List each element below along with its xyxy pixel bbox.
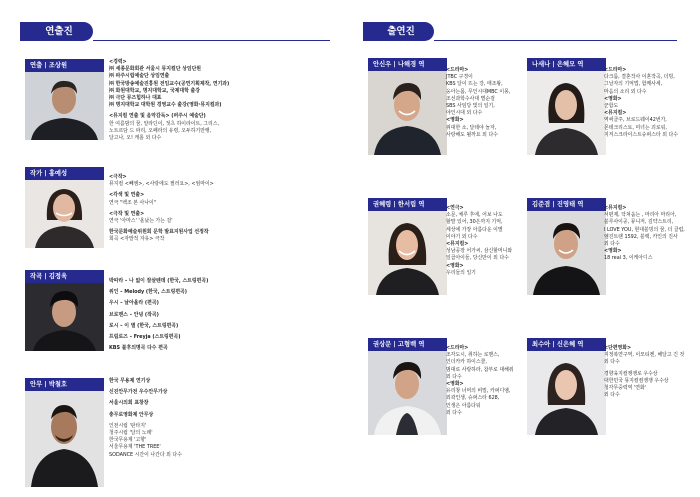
portrait-image [25,72,104,140]
profile-label: 안무 | 박철호 [25,378,104,391]
bio-line: 지저스크라이스트슈퍼스타 외 다수 [604,131,678,138]
bio-cast-6 [604,345,684,399]
bio-line: <뮤지컬> [604,110,627,117]
bio-line: 경향육지컬쟁쟁로 우수상 [604,370,658,377]
bio-line: 서울시의회 표창장 [109,400,149,407]
section-divider-staff [93,40,330,41]
bio-line: 한국무용제 '고향' [109,437,147,444]
bio-cast-1 [446,67,510,139]
bio-line: <드라마> [604,67,627,73]
bio-line: 서편제, 닥쳐옵는 , 마리아 마리아, [604,212,677,219]
bio-line: 지정복연구역, 이모티켄, 해달고 긴 것 [604,352,685,359]
bio-line: 소문, 체루 후에, 어보 나도 [446,212,503,219]
profile-card-cast-1 [368,58,447,155]
section-header-cast [368,22,434,41]
bio-line: 외 다수 [604,241,620,248]
profile-photo [527,351,606,435]
profile-card-composer [25,270,104,351]
bio-line: 한국 무용제 연기상 [109,378,151,384]
bio-line: 브로맨스 – 안녕 (작곡) [109,311,159,318]
profile-label: 작곡 | 김정욱 [25,270,104,283]
profile-card-director [25,59,104,140]
bio-line: 우시 – 날아올라 (편곡) [109,300,159,307]
bio-line: JTBC 구경이 [446,74,473,81]
bio-line: 청주시립 '달의 노래' [109,430,153,437]
bio-cast-2 [604,67,678,139]
portrait-image [25,180,104,248]
bio-line: 군함도 [604,103,619,110]
bio-line: 범대로 사랑하라, 참부로 대해줘 [446,366,514,373]
bio-line: 블루사이공, 뮤니저, 김약스트리, [604,219,674,226]
bio-line: <영화> [604,248,622,255]
bio-line: <뮤지컬 연출 및 음악감독> (퍼주시 예술단) [109,113,206,120]
bio-line: 역써클주, 브로드웨이42번가, [604,117,667,124]
bio-line: 유리창 너머의 비밀, 카퍼디엠, [446,388,511,395]
profile-card-writer [25,167,104,248]
bio-line: ㈜ 한국방송예술진흥원 전임교수(공연기획제작, 연기과) [109,80,230,87]
portrait-image [368,71,447,155]
bio-choreographer [109,378,182,459]
profile-label: 나새나 | 은혜모 역 [527,58,606,71]
bio-line: KBS 달이 뜨는 강, 태조왕, [446,81,503,88]
profile-card-choreographer [25,378,104,487]
portrait-image [25,391,104,487]
bio-line: ㈜ 극단 뮤즈힙하나 대표 [109,95,162,102]
profile-card-cast-2 [527,58,606,155]
portrait-image [368,351,447,435]
bio-line: 성남공장 어가씨, 삼신할머니와 [446,248,513,255]
bio-line: 이야기 외 다수 [446,233,478,240]
bio-line: ㈜ 화원대학교, 명지대학교, 국제대학 출강 [109,87,201,94]
bio-line: <영화> [446,262,464,269]
profile-photo [25,283,104,351]
bio-line: 할말 있어, 30은까지 기억, [446,219,503,226]
bio-line: 18 real 3, 이케아디스 [604,255,653,262]
bio-line: ㈜ 명지대학교 대학원 경영교수 출강(영화·뮤지컬과) [109,102,222,109]
profile-photo [368,71,447,155]
portrait-image [25,283,104,351]
bio-line: 박따라 – 나 없이 잘살텐데 (한국, 스트링편곡) [109,278,209,284]
bio-line: 사랑해도 될까요 외 다수 [446,131,498,138]
bio-line: 달고나, 오! 캐롤 외 다수 [109,135,162,142]
bio-line: SBS 사임당 빛의 일기, [446,103,495,110]
bio-line: 로시 – 이 별 (한국, 스트링편곡) [109,322,179,329]
section-title-staff: 연출진 [45,26,73,37]
section-divider-cast [434,40,677,41]
bio-line: 충무로영화제 안무상 [109,411,154,418]
bio-line: 다크룸, 결혼작사 이혼작곡, 더빙, [604,74,675,81]
bio-line: 세상에 가장 아름다운 이별 [446,226,503,233]
profile-photo [527,211,606,295]
profile-card-cast-6 [527,338,606,435]
bio-line: <영화> [604,95,622,102]
profile-label: 김준겸 | 진영태 역 [527,198,606,211]
profile-label: 안신우 | 나해경 역 [368,58,447,71]
profile-label: 권상문 | 고형백 역 [368,338,447,351]
bio-line: <연극> [446,205,464,211]
profile-photo [25,391,104,487]
bio-cast-3 [446,205,512,277]
bio-line: <영화> [446,117,464,124]
profile-photo [368,211,447,295]
bio-line: 그날자의 기억법, 함께사세, [604,81,663,88]
bio-line: <경력> [109,59,127,65]
profile-photo [368,351,447,435]
bio-line: ㈜ 세종문화회관 서울시 뮤지컬단 상임단원 [109,66,202,73]
bio-line: <뮤지컬> [604,205,627,211]
bio-line: <극작 및 연출> [109,210,145,217]
profile-card-cast-3 [368,198,447,295]
profile-label: 최수아 | 신은혜 역 [527,338,606,351]
bio-line: I LOVE YOU, 현대블빙의 꿈, 더 클럽, [604,226,685,233]
bio-line: 외 다수 [446,373,462,380]
portrait-image [527,71,606,155]
bio-line: 조각도시, 취하는 로맨스, [446,352,500,359]
bio-line: 외 다수 [604,392,620,399]
bio-line: 조선과학수사대 별순검 [446,95,495,102]
profile-photo [527,71,606,155]
bio-line: <드라마> [446,67,469,73]
bio-line: 외 다수 [446,409,462,416]
bio-line: 옹아는몸, 무인시대MBC 이몽, [446,88,511,95]
profile-label: 권혜령 | 한서림 역 [368,198,447,211]
bio-line: 한국문화예술위원회 문학 발표지원사업 선정작 [109,229,209,236]
bio-line: 희곡 <자발적 자유> 극작 [109,236,165,243]
profile-card-cast-5 [368,338,447,435]
bio-line: 우리들의 일기 [446,269,476,276]
bio-line: 위인 – Melody (한국, 스트링편곡) [109,289,188,296]
bio-writer [109,174,214,244]
bio-line: <영화> [446,381,464,388]
bio-line: 일곱아이들, 당신만이 외 다수 [446,255,509,262]
bio-line: <단편영화> [604,345,632,351]
bio-line: 서울무용제 'THE TREE' [109,444,161,451]
bio-line: <뮤지컬> [446,241,469,248]
bio-line: 마음의 소리 외 다수 [604,88,647,95]
bio-line: 한 여름밤의 꿈, 알라딘이, 젓츠 하이라이트, 그리스, [109,120,220,127]
bio-line: 대한민국 뮤지컬컴쟁쟁 우수상 [604,377,669,384]
bio-line: <각색 및 연출> [109,192,145,199]
bio-line: 인더카카 하이스쿨, [446,359,487,366]
bio-line: 뮤지컬 <빼앰>, <사랑에도 필러요>, <엄마이> [109,181,214,188]
bio-line: 엠진트랜 1592, 블랙, 카인의 진사 [604,233,678,240]
bio-composer [109,278,208,352]
bio-line: 연극 "백조 본 사나이" [109,199,156,206]
bio-line: <극작> [109,174,127,180]
bio-line: KBS 불후의명곡 다수 편곡 [109,345,168,352]
bio-line: 신진안무가전 우수안무가상 [109,389,168,396]
profile-card-cast-4 [527,198,606,295]
bio-line: 인천시립 '판타지' [109,422,147,429]
bio-line: 노트르담 드 파리, 오페라의 유령, 오두하기만행, [109,127,212,134]
bio-line: 외곽인생, 슈퍼스타 628, [446,395,500,402]
bio-line: 몬테크리스토, 미녀는 괴로워, [604,124,667,131]
bio-line: 인생은 아름다워 [446,402,481,409]
portrait-image [527,211,606,295]
bio-director [109,59,229,142]
bio-line: 연극 '아마스' '올났는 가는 걸' [109,218,173,225]
profile-photo [25,72,104,140]
bio-line: 청각무중력역 '연화' [604,385,647,392]
bio-line: SODANCE 시간이 나간다 외 다수 [109,451,182,458]
bio-line: 위대한 소, 달테야 놀자, [446,124,497,131]
section-header-staff [25,22,93,41]
profile-label: 연출 | 조상원 [25,59,104,72]
profile-label: 작가 | 홍예성 [25,167,104,180]
section-title-cast: 출연진 [387,26,415,37]
bio-line: ㈜ 파주시립예술단 상임연출 [109,73,170,80]
portrait-image [527,351,606,435]
bio-cast-5 [446,345,514,417]
bio-line: 외 다수 [604,359,620,366]
bio-line: <드라마> [446,345,469,351]
portrait-image [368,211,447,295]
profile-photo [25,180,104,248]
bio-line: 야인시대 외 다수 [446,110,483,117]
bio-line: 프림로즈 – Freyja (스트링편곡) [109,334,181,341]
bio-cast-4 [604,205,685,263]
